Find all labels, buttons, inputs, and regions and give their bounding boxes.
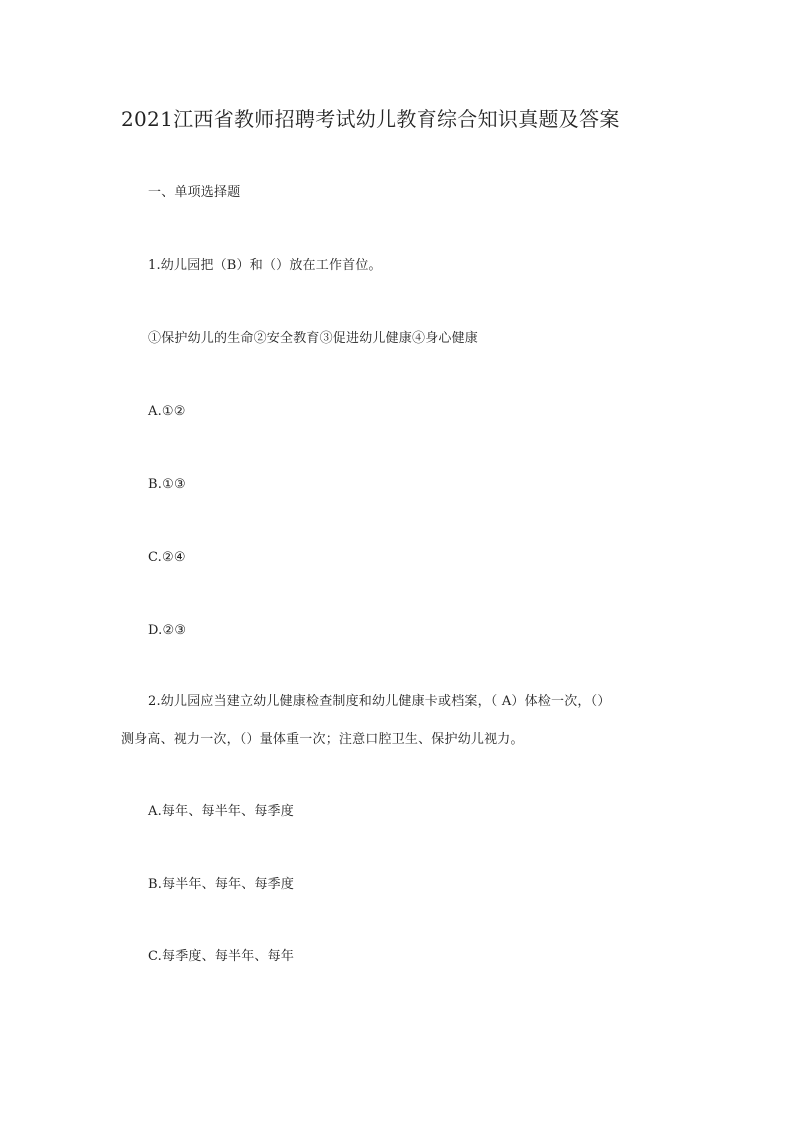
question-2-option-a: A.每年、每半年、每季度: [148, 804, 294, 819]
question-2-option-b: B.每半年、每年、每季度: [148, 877, 295, 892]
question-2-option-c: C.每季度、每半年、每年: [148, 949, 295, 964]
question-2-stem-line-2: 测身高、视力一次，（）量体重一次；注意口腔卫生、保护幼儿视力。: [121, 732, 524, 747]
question-1-items: ①保护幼儿的生命②安全教育③促进幼儿健康④身心健康: [148, 331, 479, 346]
question-1-option-c: C.②④: [148, 550, 186, 565]
question-1-option-d: D.②③: [148, 623, 187, 638]
document-title: 2021江西省教师招聘考试幼儿教育综合知识真题及答案: [121, 107, 620, 131]
section-heading: 一、单项选择题: [148, 185, 241, 200]
question-2-stem-line-1: 2.幼儿园应当建立幼儿健康检查制度和幼儿健康卡或档案，（ A）体检一次，（）: [148, 694, 611, 709]
question-1-option-a: A.①②: [148, 404, 186, 419]
question-1-stem: 1.幼儿园把（B）和（）放在工作首位。: [148, 258, 382, 273]
question-1-option-b: B.①③: [148, 477, 186, 492]
